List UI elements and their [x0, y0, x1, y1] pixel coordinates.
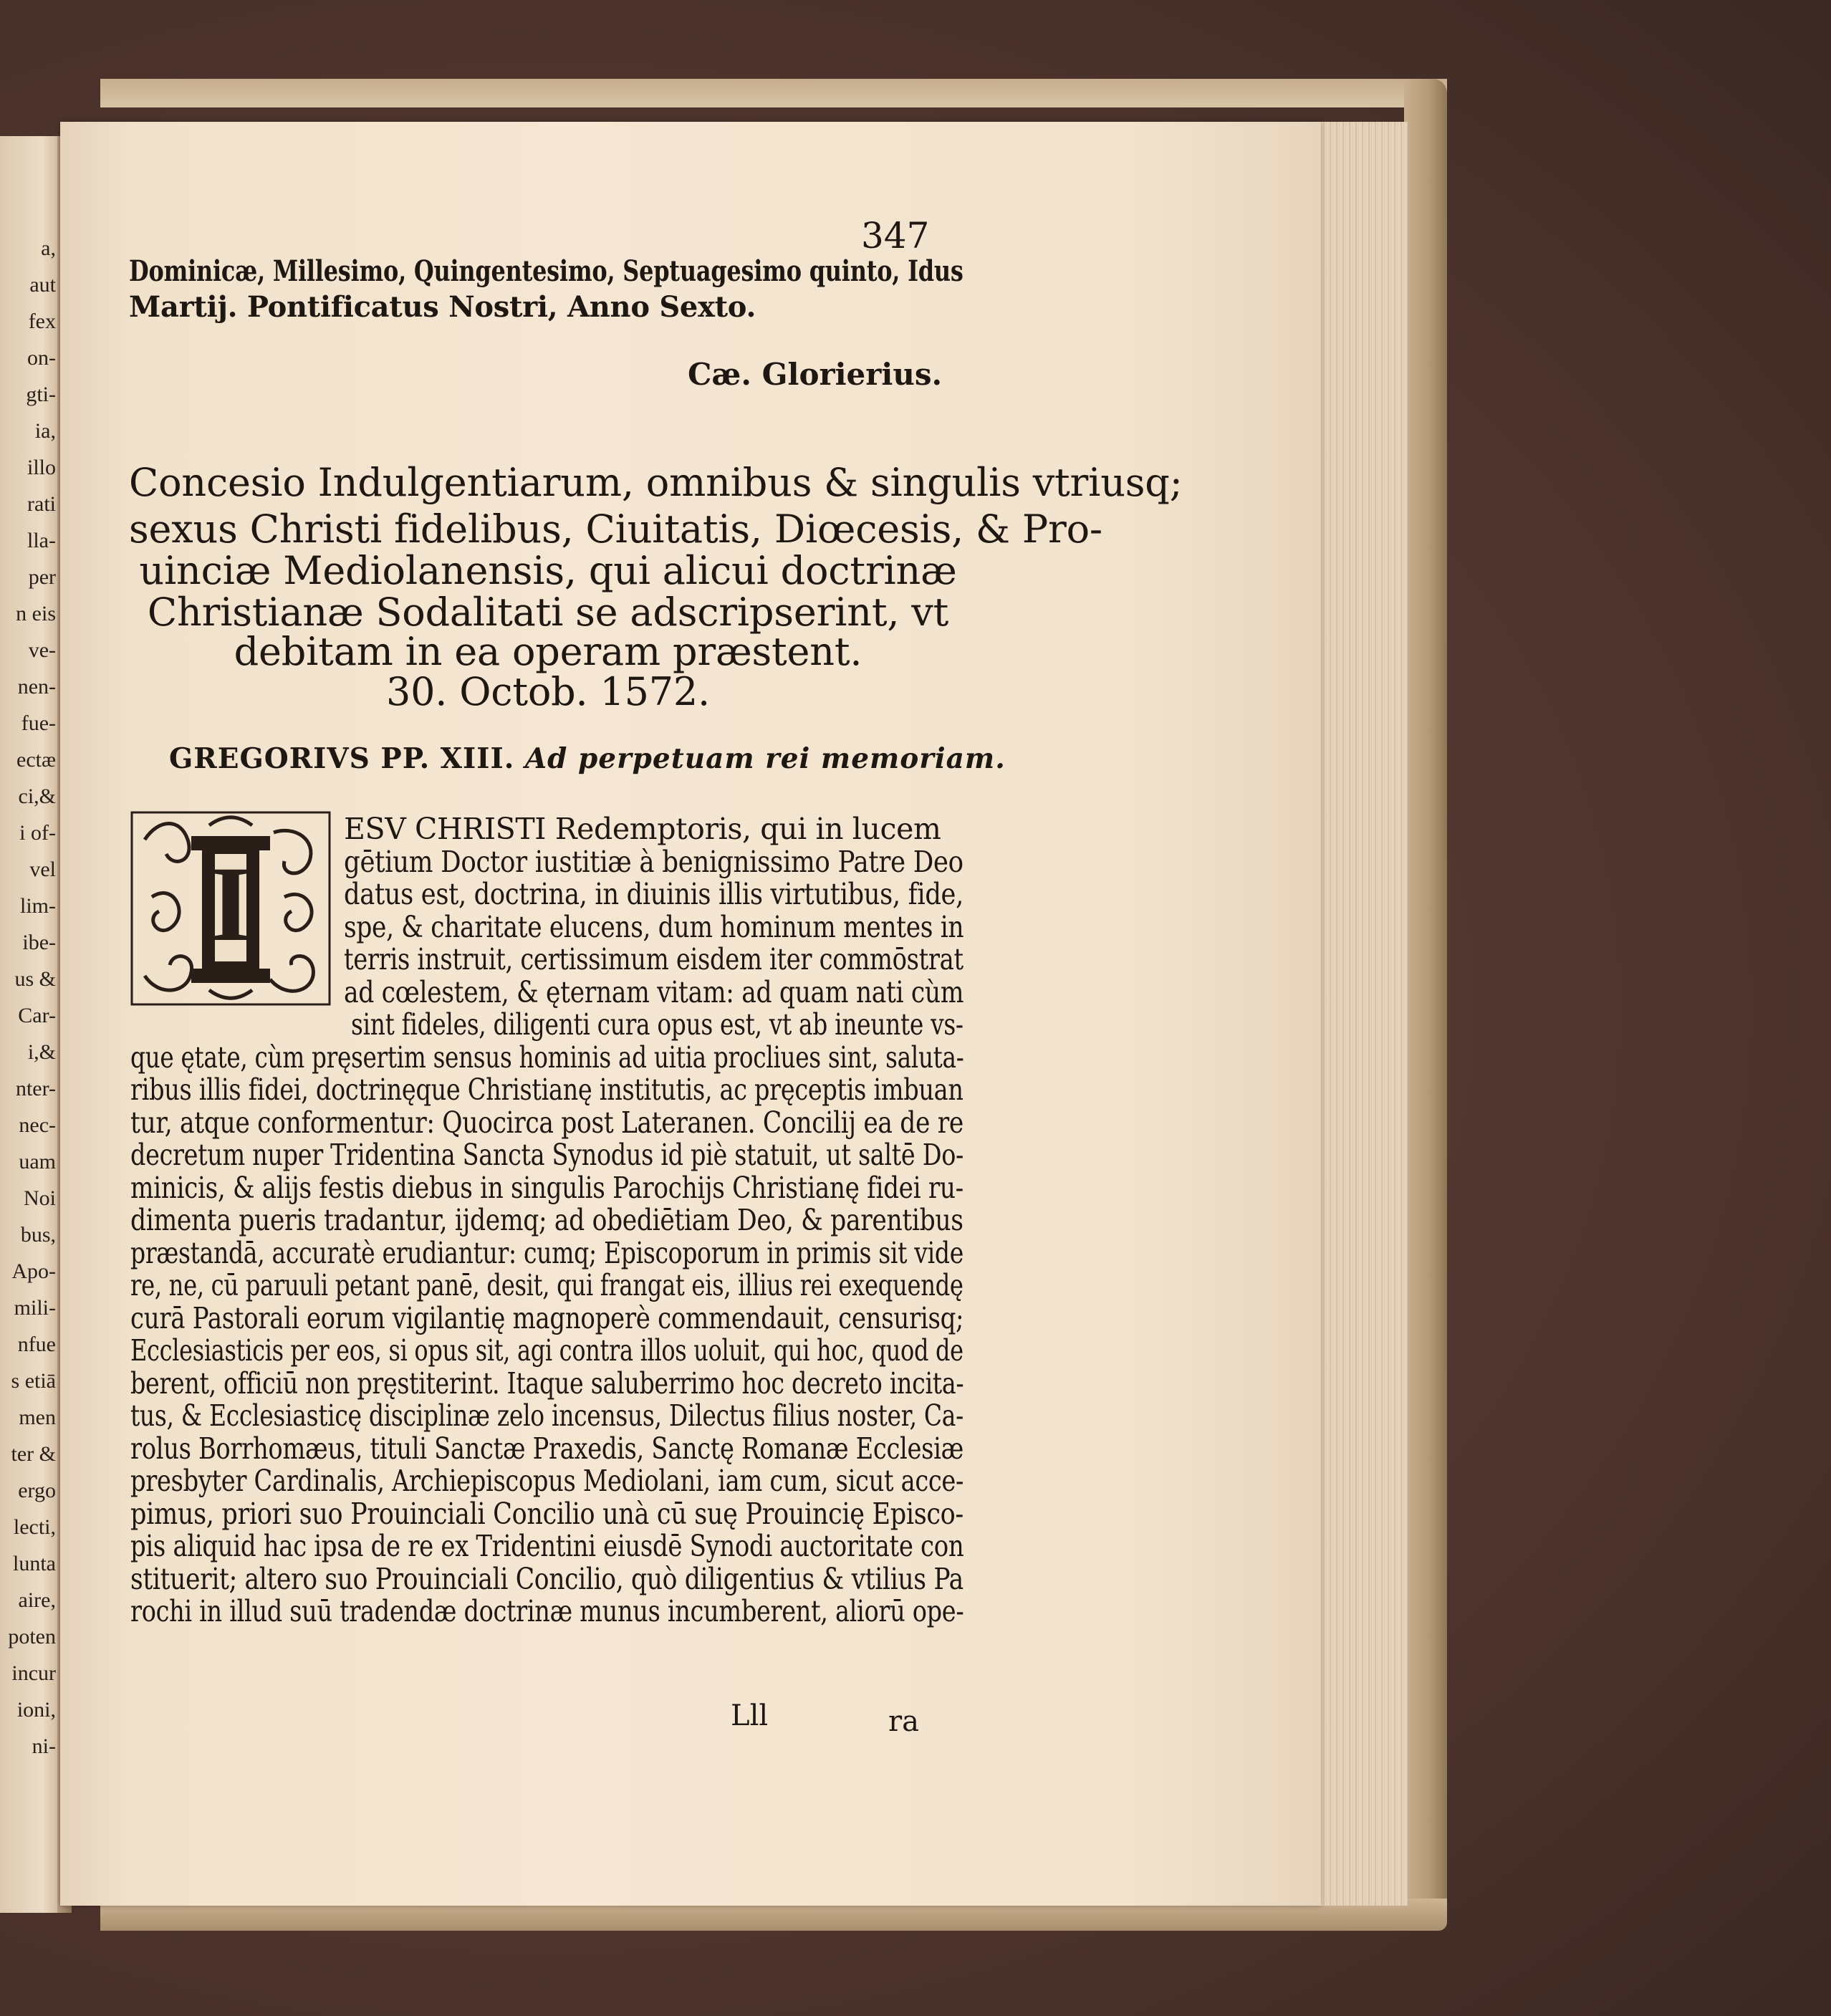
left-page-fragment: Apo-	[11, 1259, 56, 1283]
body-line: dimenta pueris tradantur, ijdemq; ad obediētiam Deo, & parentibus	[130, 1203, 963, 1237]
date-line-2: Martij. Pontificatus Nostri, Anno Sexto.	[129, 290, 756, 324]
book-cover-edge	[1404, 79, 1447, 1920]
body-line: pimus, priori suo Prouinciali Concilio unà cū suę Prouincię Episco-	[130, 1496, 963, 1531]
signature-mark: Lll	[731, 1699, 769, 1732]
left-page-fragment: s etiā	[11, 1369, 56, 1393]
left-page-text-fragments	[0, 136, 56, 1913]
left-page-fragment: rati	[27, 492, 56, 516]
left-page-fragment: aut	[29, 273, 56, 297]
left-page-fragment: poten	[8, 1625, 56, 1648]
left-page-fragment: vel	[29, 858, 56, 881]
left-page-fragment: lunta	[13, 1552, 56, 1575]
left-page-fragment: incur	[11, 1661, 56, 1685]
signature: Cæ. Glorierius.	[688, 357, 943, 392]
body-line: tus, & Ecclesiasticę disciplinæ zelo incensus, Dilectus filius noster, Ca-	[130, 1398, 963, 1433]
body-line: que ętate, cùm pręsertim sensus hominis ad uitia procliues sint, saluta-	[130, 1040, 964, 1075]
left-page-fragment: us &	[14, 967, 56, 991]
left-page-fragment: per	[28, 565, 56, 589]
body-line: rolus Borrhomæus, tituli Sanctæ Praxedis, Sanctę Romanæ Ecclesiæ	[130, 1431, 963, 1466]
heading-line-2: sexus Christi fidelibus, Ciuitatis, Diœcesis, & Pro-	[129, 507, 1102, 552]
left-page-fragment: nter-	[15, 1077, 56, 1100]
left-page-fragment: aire,	[18, 1588, 56, 1612]
body-line: gētium Doctor iustitiæ à benignissimo Patre Deo	[344, 844, 963, 879]
left-page-fragment: ergo	[18, 1479, 56, 1502]
body-line: minicis, & alijs festis diebus in singulis Parochijs Christianę fidei ru-	[130, 1170, 963, 1205]
heading-line-6: 30. Octob. 1572.	[385, 669, 711, 714]
left-page-fragment: fue-	[21, 711, 56, 735]
left-page-fragment: on-	[27, 346, 56, 370]
book-cover-top	[100, 79, 1447, 107]
left-page-fragment: ioni,	[16, 1698, 56, 1722]
pope-title	[169, 742, 1006, 775]
body-line: Ecclesiasticis per eos, si opus sit, agi contra illos uoluit, qui hoc, quod de	[130, 1333, 963, 1368]
body-line: presbyter Cardinalis, Archiepiscopus Mediolani, iam cum, sicut acce-	[130, 1464, 964, 1498]
heading-line-5: debitam in ea operam præstent.	[234, 629, 862, 674]
body-line: decretum nuper Tridentina Sancta Synodus id piè statuit, ut saltē Do-	[130, 1138, 964, 1172]
left-page-fragment: Noi	[24, 1186, 56, 1210]
left-page-fragment: uam	[19, 1150, 56, 1173]
left-page-fragment: nfue	[17, 1333, 56, 1356]
body-line: re, ne, cū paruuli petant panē, desit, qui frangat eis, illius rei exequendę	[130, 1268, 963, 1302]
heading-line-4: Christianæ Sodalitati se adscripserint, vt	[147, 590, 949, 635]
drop-cap-letter: I	[209, 845, 252, 964]
pope-formula: Ad perpetuam rei memoriam.	[524, 742, 1006, 775]
left-page-fragment: ia,	[34, 419, 56, 443]
body-line: berent, officiū non pręstiterint. Itaque saluberrimo hoc decreto incita-	[130, 1365, 964, 1401]
left-page-fragment: i,&	[27, 1040, 56, 1064]
left-page-fragment: mili-	[14, 1296, 56, 1320]
left-page-fragment: gti-	[26, 383, 56, 406]
body-line: pis aliquid hac ipsa de re ex Tridentini eiusdē Synodi auctoritate con	[130, 1529, 964, 1563]
catchword: ra	[888, 1705, 919, 1738]
left-page-edge	[0, 136, 60, 1913]
left-page-fragment: nec-	[19, 1113, 56, 1137]
left-page-fragment: ci,&	[18, 784, 56, 808]
body-line: rochi in illud suū tradendæ doctrinæ munus incumberent, aliorū ope-	[130, 1594, 964, 1628]
left-page-fragment: n eis	[16, 602, 56, 625]
body-line: ribus illis fidei, doctrinęque Christianę institutis, ac pręceptis imbuan	[130, 1072, 963, 1107]
left-page-fragment: fex	[28, 309, 56, 333]
left-page-fragment: illo	[27, 456, 56, 479]
left-page-fragment: ectæ	[16, 748, 56, 772]
heading-line-3: uinciæ Mediolanensis, qui alicui doctrinæ	[139, 548, 957, 593]
body-line: stituerit; altero suo Prouinciali Concilio, quò diligentius & vtilius Pa	[130, 1561, 963, 1596]
ornate-initial-icon	[130, 811, 331, 1006]
left-page-fragment: nen-	[17, 675, 56, 699]
pope-name: GREGORIVS PP. XIII.	[169, 742, 515, 775]
left-page-fragment: men	[19, 1406, 56, 1429]
page-number: 347	[861, 215, 930, 256]
heading-line-1: Concesio Indulgentiarum, omnibus & singulis vtriusq;	[129, 460, 1183, 505]
left-page-fragment: ibe-	[22, 931, 56, 954]
left-page-fragment: Car-	[18, 1004, 56, 1027]
body-line: terris instruit, certissimum eisdem iter commōstrat	[344, 942, 963, 976]
page-block-edges	[1307, 122, 1408, 1906]
body-line: curā Pastorali eorum vigilantię magnoperè commendauit, censurisq;	[130, 1300, 964, 1335]
date-line-1: Dominicæ, Millesimo, Quingentesimo, Septuagesimo quinto, Idus	[129, 254, 963, 288]
body-line: tur, atque conformentur: Quocirca post Lateranen. Concilij ea de re	[130, 1105, 963, 1140]
left-page-fragment: lim-	[20, 894, 56, 918]
body-line: spe, & charitate elucens, dum hominum mentes in	[344, 909, 964, 944]
body-line: præstandā, accuratè erudiantur: cumq; Episcoporum in primis sit vide	[130, 1235, 963, 1270]
left-page-fragment: lecti,	[13, 1515, 56, 1539]
left-page-fragment: ve-	[28, 638, 56, 662]
body-line: ad cœlestem, & ęternam vitam: ad quam nati cùm	[344, 974, 964, 1009]
body-line: datus est, doctrina, in diuinis illis virtutibus, fide,	[344, 877, 963, 911]
left-page-fragment: a,	[41, 236, 56, 260]
left-page-fragment: ni-	[32, 1734, 56, 1758]
body-line: sint fideles, diligenti cura opus est, vt ab ineunte vs-	[351, 1007, 963, 1042]
left-page-fragment: bus,	[20, 1223, 56, 1247]
body-line: ESV CHRISTI Redemptoris, qui in lucem	[344, 812, 941, 846]
left-page-fragment: i of-	[19, 821, 56, 845]
left-page-fragment: ter &	[11, 1442, 56, 1466]
left-page-fragment: lla-	[27, 529, 56, 552]
